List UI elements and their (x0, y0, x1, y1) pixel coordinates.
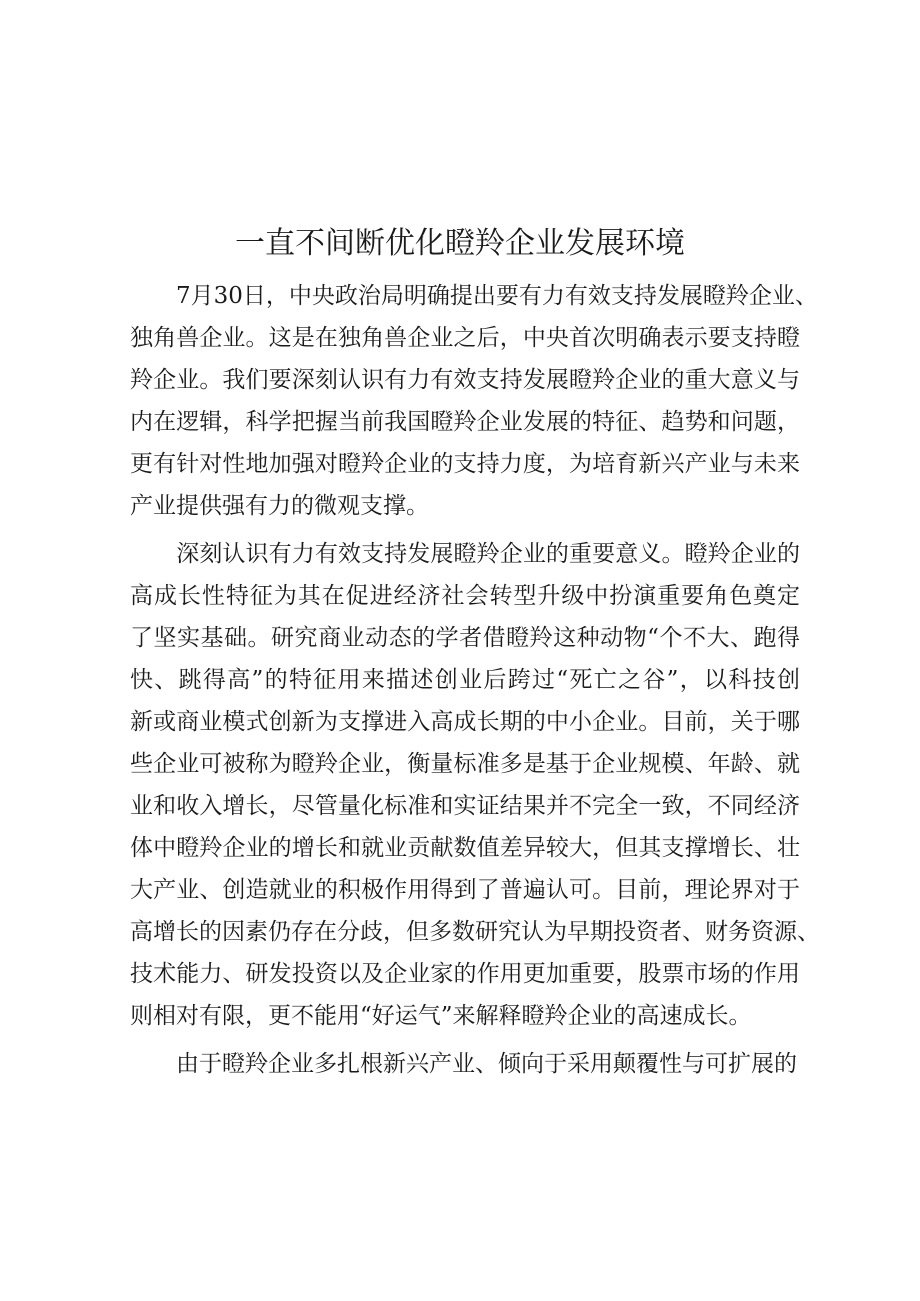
paragraph-line: 由于瞪羚企业多扎根新兴产业、倾向于采用颠覆性与可扩展的 (130, 1051, 797, 1077)
paragraph-line: 业和收入增长，尽管量化标准和实证结果并不完全一致，不同经济 (130, 793, 800, 819)
paragraph-line: 则相对有限，更不能用“好运气”来解释瞪羚企业的高速成长。 (130, 1003, 752, 1029)
paragraph-line: 技术能力、研发投资以及企业家的作用更加重要，股票市场的作用 (130, 961, 800, 987)
paragraph-line: 7月30日，中央政治局明确提出要有力有效支持发展瞪羚企业、 (130, 283, 818, 309)
paragraph-line: 新或商业模式创新为支撑进入高成长期的中小企业。目前，关于哪 (130, 709, 800, 735)
paragraph-line: 羚企业。我们要深刻认识有力有效支持发展瞪羚企业的重大意义与 (130, 367, 800, 393)
paragraph-3 (130, 1043, 800, 1085)
document-title: 一直不间断优化瞪羚企业发展环境 (235, 226, 685, 261)
paragraph-1 (130, 275, 818, 527)
paragraph-line: 内在逻辑，科学把握当前我国瞪羚企业发展的特征、趋势和问题， (130, 409, 800, 435)
paragraph-line: 了坚实基础。研究商业动态的学者借瞪羚这种动物“个不大、跑得 (130, 625, 800, 651)
paragraph-line: 快、跳得高”的特征用来描述创业后跨过“死亡之谷”，以科技创 (130, 667, 800, 693)
paragraph-2 (130, 533, 820, 1037)
paragraph-line: 体中瞪羚企业的增长和就业贡献数值差异较大，但其支撑增长、壮 (130, 835, 800, 861)
paragraph-line: 深刻认识有力有效支持发展瞪羚企业的重要意义。瞪羚企业的 (130, 541, 800, 567)
paragraph-line: 高增长的因素仍存在分歧，但多数研究认为早期投资者、财务资源、 (130, 919, 820, 945)
paragraph-line: 些企业可被称为瞪羚企业，衡量标准多是基于企业规模、年龄、就 (130, 751, 800, 777)
paragraph-line: 产业提供强有力的微观支撑。 (130, 493, 429, 519)
paragraph-line: 独角兽企业。这是在独角兽企业之后，中央首次明确表示要支持瞪 (130, 325, 800, 351)
paragraph-line: 更有针对性地加强对瞪羚企业的支持力度，为培育新兴产业与未来 (130, 451, 800, 477)
paragraph-line: 大产业、创造就业的积极作用得到了普遍认可。目前，理论界对于 (130, 877, 800, 903)
paragraph-line: 高成长性特征为其在促进经济社会转型升级中扮演重要角色奠定 (130, 583, 800, 609)
